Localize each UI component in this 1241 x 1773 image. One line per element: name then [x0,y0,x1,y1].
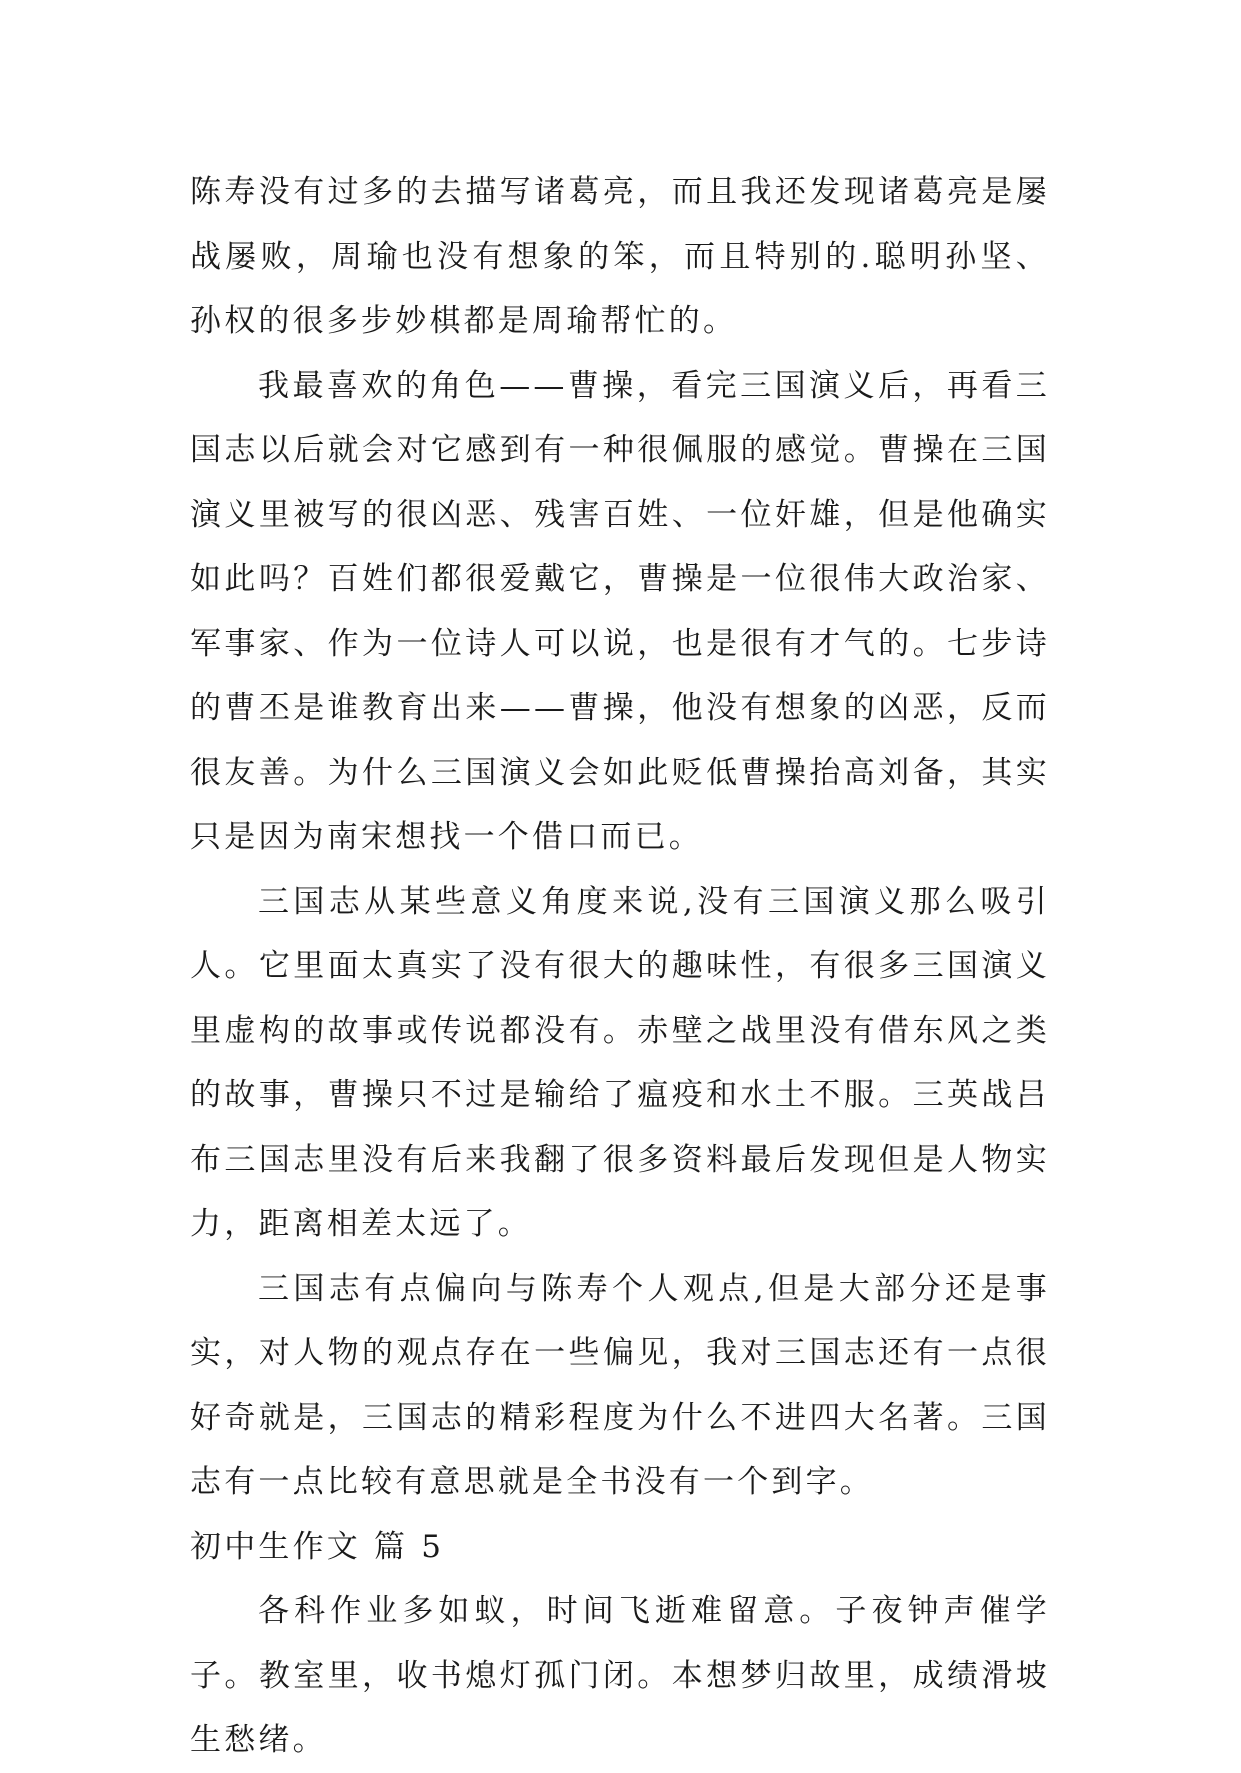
document-page [190,160,1050,1773]
paragraph-4: 三国志有点偏向与陈寿个人观点,但是大部分还是事实，对人物的观点存在一些偏见，我对三国志还有一点很好奇就是，三国志的精彩程度为什么不进四大名著。三国志有一点比较有意思就是全书没有一个到字。 [190,1270,1050,1500]
section-paragraph-1: 各科作业多如蚁，时间飞逝难留意。子夜钟声催学子。教室里，收书熄灯孤门闭。本想梦归故里，成绩滑坡生愁绪。 [190,1593,1050,1758]
paragraph-3: 三国志从某些意义角度来说,没有三国演义那么吸引人。它里面太真实了没有很大的趣味性，有很多三国演义里虚构的故事或传说都没有。赤壁之战里没有借东风之类的故事，曹操只不过是输给了瘟疫和水土不服。三英战吕布三国志里没有后来我翻了很多资料最后发现但是人物实力，距离相差太远了。 [190,883,1050,1242]
section-heading: 初中生作文 篇 5 [190,1528,445,1565]
paragraph-2: 我最喜欢的角色——曹操，看完三国演义后，再看三国志以后就会对它感到有一种很佩服的感觉。曹操在三国演义里被写的很凶恶、残害百姓、一位奸雄，但是他确实如此吗？百姓们都很爱戴它，曹操是一位很伟大政治家、军事家、作为一位诗人可以说，也是很有才气的。七步诗的曹丕是谁教育出来——曹操，他没有想象的凶恶，反而很友善。为什么三国演义会如此贬低曹操抬高刘备，其实只是因为南宋想找一个借口而已。 [190,367,1050,855]
paragraph-1: 陈寿没有过多的去描写诸葛亮，而且我还发现诸葛亮是屡战屡败，周瑜也没有想象的笨，而且特别的.聪明孙坚、孙权的很多步妙棋都是周瑜帮忙的。 [190,174,1050,339]
